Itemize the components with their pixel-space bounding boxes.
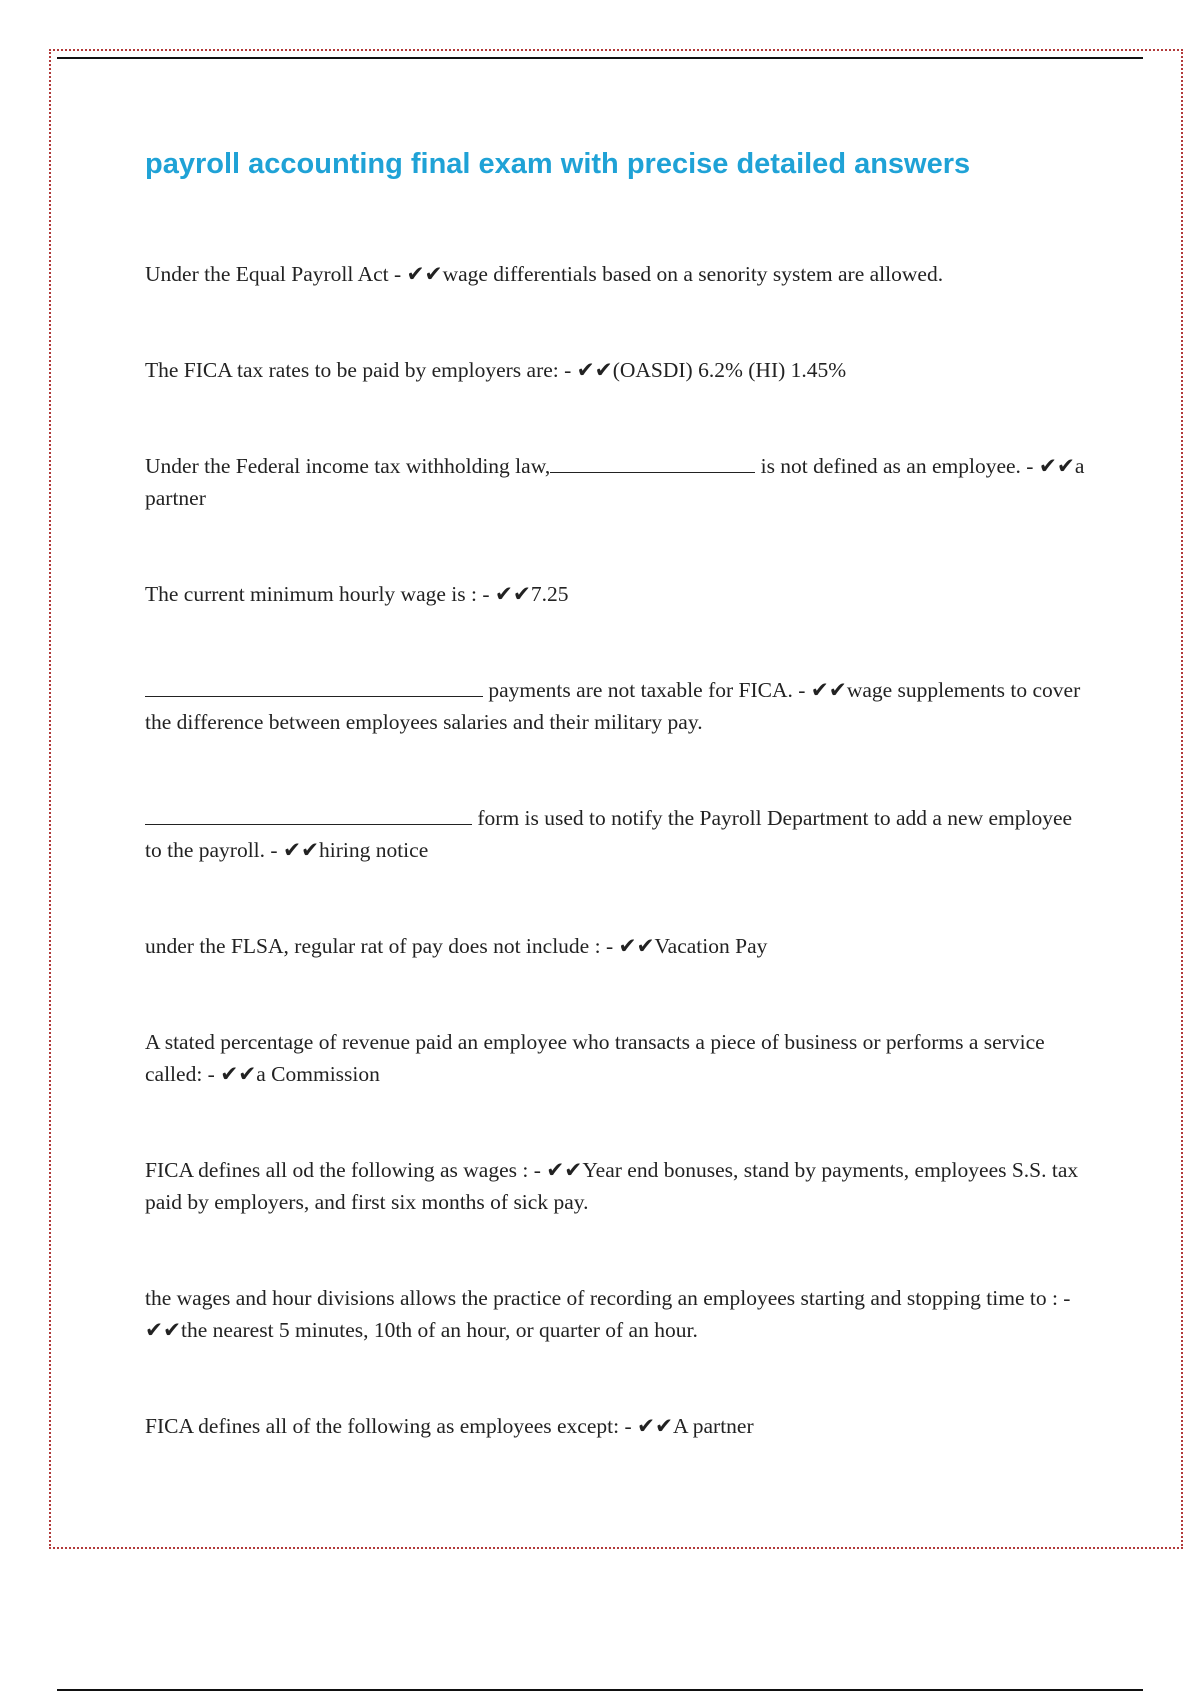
answer-text: the nearest 5 minutes, 10th of an hour, or quarter of an hour.: [181, 1318, 698, 1342]
question-text: payments are not taxable for FICA. -: [483, 678, 811, 702]
qa-item-6: [145, 802, 1085, 866]
qa-item-4: [145, 578, 1085, 610]
fill-in-blank: [145, 676, 483, 697]
question-text: Under the Federal income tax withholding law,: [145, 454, 551, 478]
answer-text: a Commission: [256, 1062, 380, 1086]
check-marker-icon: ✔✔: [810, 678, 847, 702]
question-text: A stated percentage of revenue paid an employee who transacts a piece of business or performs a service called: -: [145, 1030, 1045, 1086]
check-marker-icon: ✔✔: [494, 582, 531, 606]
footer-rule: [57, 1689, 1143, 1691]
qa-item-5: [145, 674, 1085, 738]
question-text: FICA defines all od the following as wages : -: [145, 1158, 547, 1182]
check-marker-icon: ✔✔: [282, 838, 319, 862]
answer-text: Year end bonuses, stand by payments, employees S.S. tax paid by employers, and first six months of sick pay.: [145, 1158, 1079, 1214]
answer-text: 7.25: [530, 582, 569, 606]
question-text: form is used to notify the Payroll Department to add a new employee to the payroll. -: [145, 806, 1073, 862]
question-text: The FICA tax rates to be paid by employers are: -: [145, 358, 577, 382]
question-text: the wages and hour divisions allows the practice of recording an employees starting and stopping time to : -: [145, 1286, 1071, 1310]
question-text: under the FLSA, regular rat of pay does not include : -: [145, 934, 619, 958]
qa-item-3: [145, 450, 1085, 514]
check-marker-icon: ✔✔: [220, 1062, 257, 1086]
question-text: is not defined as an employee. -: [755, 454, 1039, 478]
answer-text: wage supplements to cover the difference between employees salaries and their military pay.: [145, 678, 1081, 734]
answer-text: A partner: [673, 1414, 754, 1438]
document-title: payroll accounting final exam with precise detailed answers: [145, 148, 971, 180]
qa-item-10: [145, 1282, 1085, 1346]
qa-item-8: [145, 1026, 1085, 1090]
check-marker-icon: ✔✔: [406, 262, 443, 286]
qa-item-11: [145, 1410, 1085, 1442]
answer-text: (OASDI) 6.2% (HI) 1.45%: [612, 358, 847, 382]
check-marker-icon: ✔✔: [546, 1158, 583, 1182]
answer-text: a partner: [145, 454, 1085, 510]
check-marker-icon: ✔✔: [1038, 454, 1075, 478]
qa-item-9: [145, 1154, 1085, 1218]
fill-in-blank: [145, 804, 472, 825]
question-text: FICA defines all of the following as employees except: -: [145, 1414, 637, 1438]
fill-in-blank: [550, 452, 755, 473]
header-rule: [57, 57, 1143, 59]
check-marker-icon: ✔✔: [145, 1318, 182, 1342]
check-marker-icon: ✔✔: [618, 934, 655, 958]
answer-text: hiring notice: [318, 838, 429, 862]
question-text: Under the Equal Payroll Act -: [145, 262, 407, 286]
check-marker-icon: ✔✔: [576, 358, 613, 382]
answer-text: Vacation Pay: [654, 934, 768, 958]
qa-item-7: [145, 930, 1085, 962]
question-text: The current minimum hourly wage is : -: [145, 582, 495, 606]
qa-item-2: [145, 354, 1085, 386]
answer-text: wage differentials based on a senority system are allowed.: [442, 262, 944, 286]
qa-item-1: [145, 258, 1085, 290]
question-answer-list: [145, 258, 1085, 1442]
check-marker-icon: ✔✔: [637, 1414, 674, 1438]
